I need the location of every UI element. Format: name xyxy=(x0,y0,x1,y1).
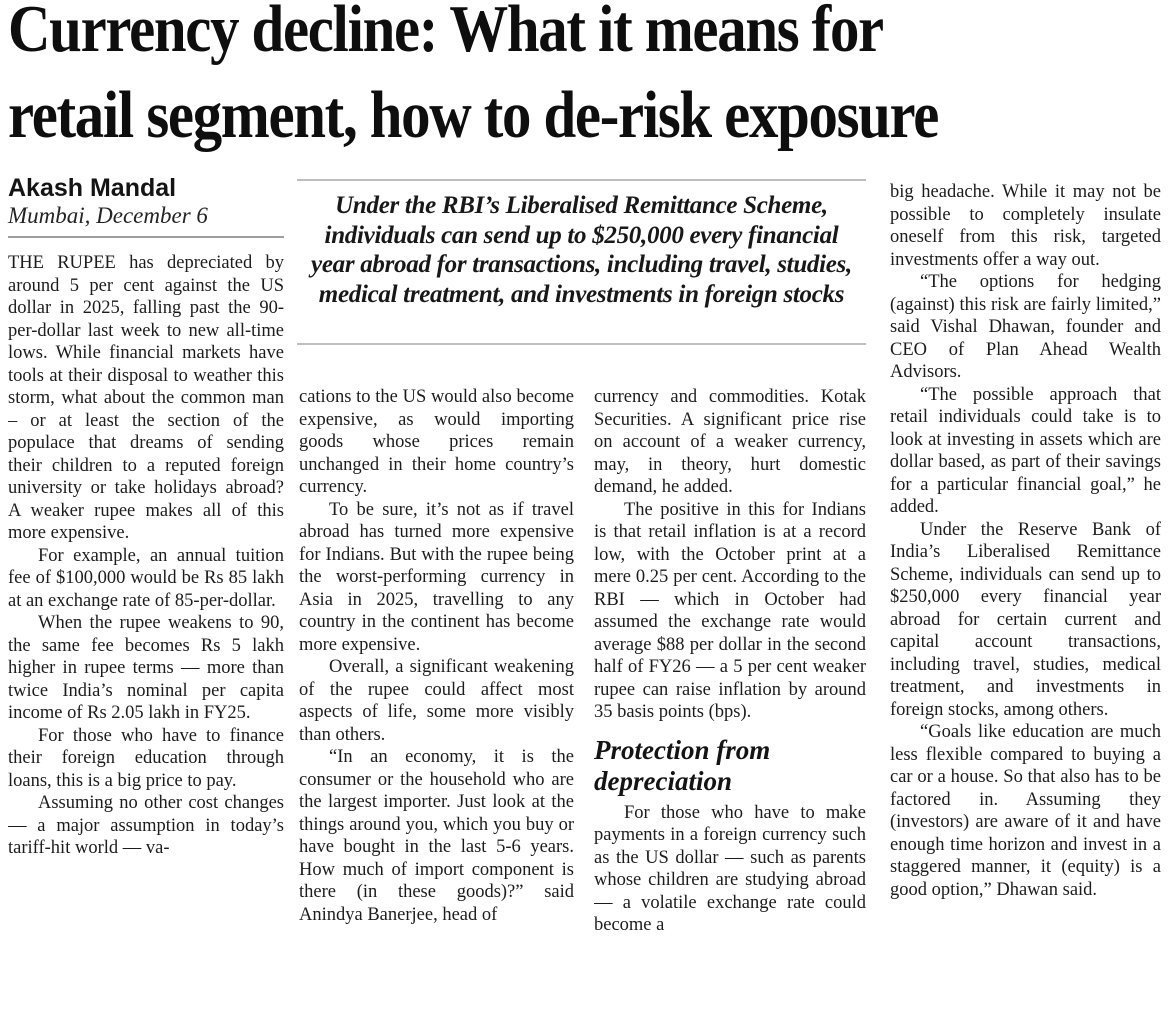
article-paragraph: Overall, a significant weakening of the rupee could affect most aspects of life, some more visibly than others. xyxy=(299,657,574,745)
article-paragraph: “The options for hedging (against) this risk are fairly limited,” said Vishal Dhawan, founder and CEO of Plan Ahead Wealth Advisors. xyxy=(890,272,1161,382)
headline-line-2: retail segment, how to de-risk exposure xyxy=(8,78,939,152)
pull-quote: Under the RBI’s Liberalised Remittance Scheme, individuals can send up to $250,000 every financial year abroad for transactions, including travel, studies, medical treatment, and investments in foreign stocks xyxy=(297,179,866,345)
article-paragraph: Assuming no other cost changes — a major assumption in today’s tariff-hit world — va- xyxy=(8,793,284,858)
article-column-2 xyxy=(299,386,574,1012)
article-paragraph: The positive in this for Indians is that retail inflation is at a record low, with the October print at a mere 0.25 per cent. According to the RBI — which in October had assumed the exchange rate would average $88 per dollar in the second half of FY26 — a 5 per cent weaker rupee can raise inflation by around 35 basis points (bps). xyxy=(594,499,866,722)
article-column-4 xyxy=(890,181,1161,1012)
article-paragraph: For example, an annual tuition fee of $100,000 would be Rs 85 lakh at an exchange rate of 85-per-dollar. xyxy=(8,545,284,611)
byline-author: Akash Mandal xyxy=(8,174,177,202)
article-paragraph: cations to the US would also become expensive, as would importing goods whose prices remain unchanged in their home country’s currency. xyxy=(299,387,574,497)
article-headline xyxy=(8,0,1168,158)
article-paragraph: Under the Reserve Bank of India’s Liberalised Remittance Scheme, individuals can send up to $250,000 every financial year abroad for certain current and capital account transactions, including travel, studies, medical treatment, and investments in foreign stocks, among others. xyxy=(890,519,1161,720)
byline-block xyxy=(8,174,284,238)
article-paragraph: When the rupee weakens to 90, the same fee becomes Rs 5 lakh higher in rupee terms — more than twice India’s nominal per capita income of Rs 2.05 lakh in FY25. xyxy=(8,613,284,723)
article-paragraph: “The possible approach that retail individuals could take is to look at investing in assets which are dollar based, as part of their savings for a particular financial goal,” he added. xyxy=(890,384,1161,517)
article-column-3 xyxy=(594,386,866,1012)
section-subhead: Protection from depreciation xyxy=(594,734,771,796)
article-paragraph: “Goals like education are much less flexible compared to buying a car or a house. So that also has to be factored in. Assuming they (investors) are aware of it and have enough time horizon and invest in a staggered manner, it (equity) is a good option,” Dhawan said. xyxy=(890,722,1161,900)
article-paragraph: THE RUPEE has depreciated by around 5 per cent against the US dollar in 2025, falling past the 90-per-dollar last week to new all-time lows. While financial markets have tools at their disposal to weather this storm, what about the common man – or at least the section of the populace that dreams of sending their children to a reputed foreign university or take holidays abroad? A weaker rupee makes all of this more expensive. xyxy=(8,253,284,543)
article-paragraph: currency and commodities. Kotak Securities. A significant price rise on account of a weaker currency, may, in theory, hurt domestic demand, he added. xyxy=(594,387,866,497)
headline-line-1: Currency decline: What it means for xyxy=(8,0,883,66)
article-paragraph: For those who have to make payments in a foreign currency such as the US dollar — such as parents whose children are studying abroad — a volatile exchange rate could become a xyxy=(594,802,866,935)
article-paragraph: To be sure, it’s not as if travel abroad has turned more expensive for Indians. But with the rupee being the worst-performing currency in Asia in 2025, travelling to any country in the continent has become more expensive. xyxy=(299,499,574,655)
article-paragraph: big headache. While it may not be possible to completely insulate oneself from this risk, targeted investments offer a way out. xyxy=(890,182,1161,270)
article-paragraph: For those who have to finance their foreign education through loans, this is a big price to pay. xyxy=(8,725,284,791)
article-column-1 xyxy=(8,252,284,1012)
article-paragraph: “In an economy, it is the consumer or the household who are the largest importer. Just look at the things around you, which you buy or have bought in the last 5-6 years. How much of import component is there (in these goods)?” said Anindya Banerjee, head of xyxy=(299,747,574,925)
byline-dateline: Mumbai, December 6 xyxy=(8,203,208,228)
